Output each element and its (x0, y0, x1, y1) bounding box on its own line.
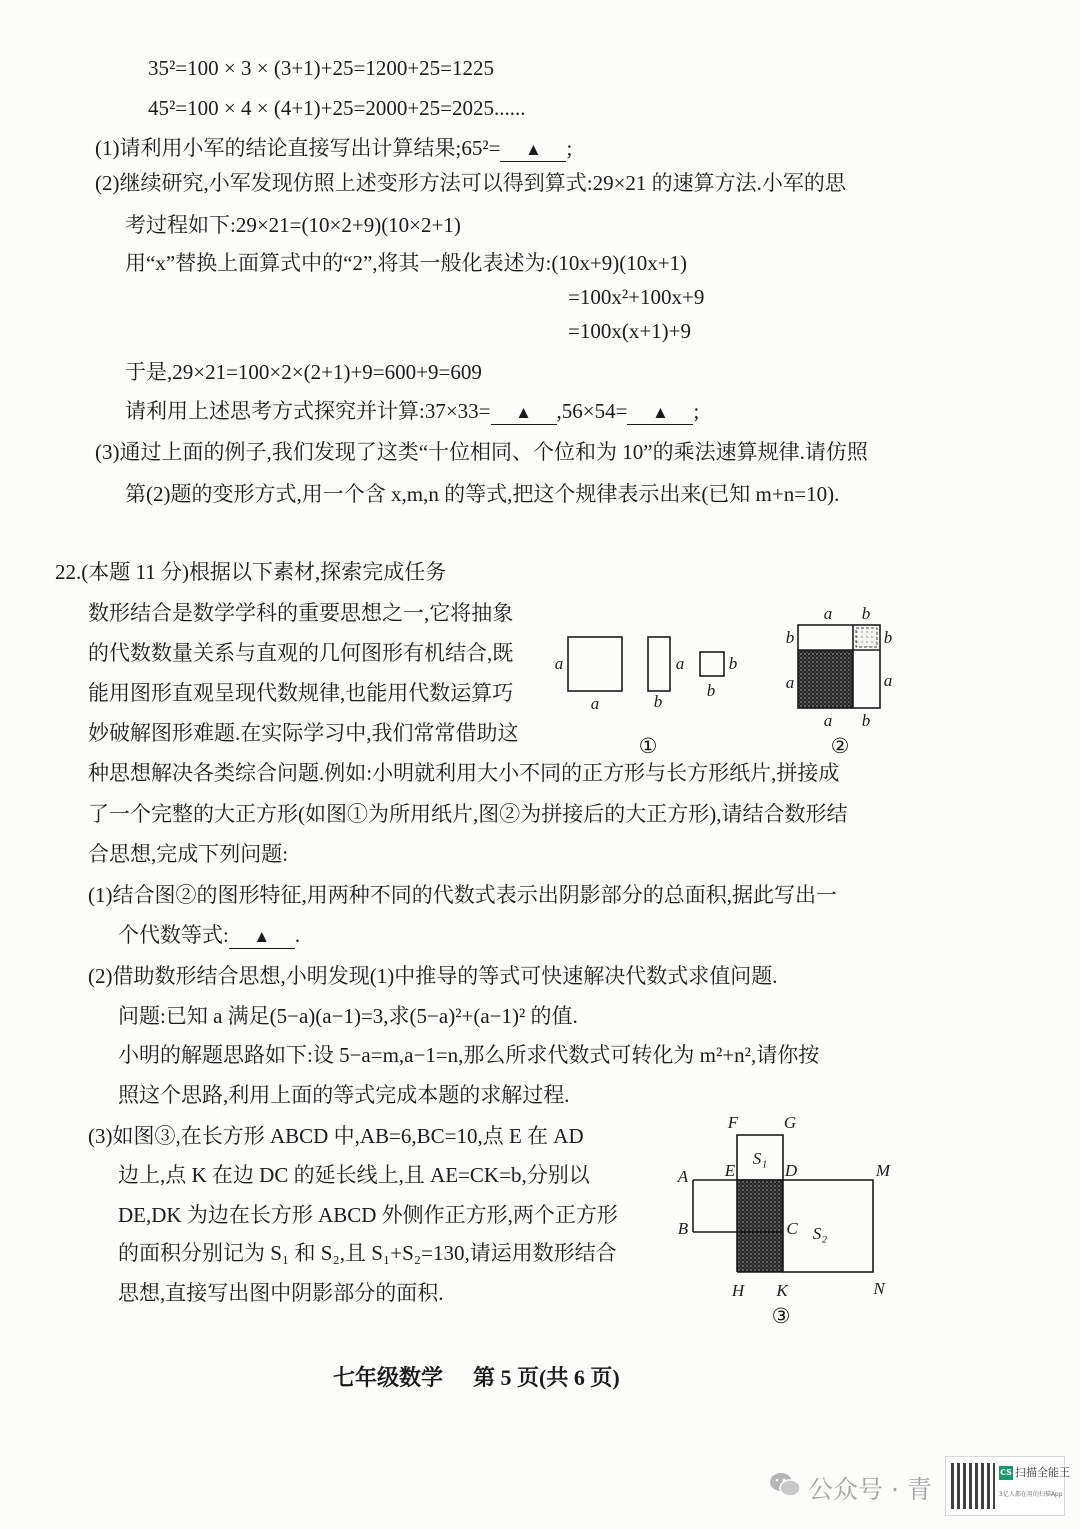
q21-part2-line7 (125, 398, 699, 425)
answer-blank: ▲ (500, 139, 566, 162)
wechat-icon (768, 1470, 802, 1500)
calc-example-35: 35²=100 × 3 × (3+1)+25=1200+25=1225 (148, 56, 495, 80)
point-label: B (677, 1219, 689, 1238)
label: a (675, 654, 685, 673)
q22-part2-line4: 照这个思路,利用上面的等式完成本题的求解过程. (118, 1083, 570, 1107)
label: b (728, 654, 738, 673)
label: a (590, 694, 600, 713)
calc-example-45: 45²=100 × 4 × (4+1)+25=2000+25=2025...... (148, 96, 526, 120)
footer-subject: 七年级数学 (333, 1365, 444, 1390)
figure-caption: ② (830, 734, 850, 758)
scanner-badge (945, 1456, 1070, 1516)
figure-caption: ① (638, 734, 658, 758)
q22-part1-line2 (118, 922, 300, 949)
q21-part2-line7-end: ; (693, 399, 700, 423)
scanner-app-name: 扫描全能王 (1015, 1466, 1070, 1479)
qr-code-icon (951, 1463, 995, 1509)
q22-intro-line: 妙破解图形难题.在实际学习中,我们常常借助这 (88, 721, 519, 745)
label: b (883, 628, 893, 647)
q22-intro-line: 合思想,完成下列问题: (88, 842, 289, 866)
q22-heading: 22.(本题 11 分)根据以下素材,探索完成任务 (55, 560, 447, 584)
figure-caption: ③ (771, 1304, 791, 1328)
q21-part2-line4: =100x²+100x+9 (568, 285, 705, 309)
figure-3-rectangle-squares (670, 1105, 900, 1330)
label: a (785, 673, 795, 692)
q22-part3-line: DE,DK 为边在长方形 ABCD 外侧作正方形,两个正方形 (118, 1203, 618, 1227)
shaded-square-b (856, 628, 877, 647)
q21-part2-line3: 用“x”替换上面算式中的“2”,将其一般化表述为:(10x+9)(10x+1) (125, 251, 688, 275)
q22-part1-line1: (1)结合图②的图形特征,用两种不同的代数式表示出阴影部分的总面积,据此写出一 (88, 883, 837, 907)
point-label: H (731, 1281, 745, 1300)
q22-intro-line: 能用图形直观呈现代数规律,也能用代数运算巧 (88, 681, 514, 705)
q22-part3-line: 边上,点 K 在边 DC 的延长线上,且 AE=CK=b,分别以 (118, 1163, 590, 1187)
q21-part3-line2: 第(2)题的变形方式,用一个含 x,m,n 的等式,把这个规律表示出来(已知 m+n=10). (125, 482, 840, 506)
big-square-a (568, 637, 622, 691)
shaded-region (737, 1180, 783, 1272)
q21-part2-line6: 于是,29×21=100×2×(2+1)+9=600+9=609 (125, 360, 482, 384)
q21-part2-line1: (2)继续研究,小军发现仿照上述变形方法可以得到算式:29×21 的速算方法.小军的思 (95, 171, 846, 195)
answer-blank: ▲ (229, 926, 295, 949)
q21-part2-line7-text: 请利用上述思考方式探究并计算:37×33= (125, 399, 491, 423)
q21-part2-line5: =100x(x+1)+9 (568, 319, 692, 343)
footer-page-number: 第 5 页(共 6 页) (473, 1365, 620, 1390)
q21-part3-line1: (3)通过上面的例子,我们发现了这类“十位相同、个位和为 10”的乘法速算规律.请仿照 (95, 440, 868, 464)
q21-part1-end: ; (566, 136, 573, 160)
area-label: S₁ (752, 1149, 768, 1168)
label: b (861, 604, 871, 623)
label: a (823, 711, 833, 730)
answer-blank: ▲ (627, 402, 693, 425)
label: b (706, 681, 716, 700)
label: a (554, 654, 564, 673)
q22-intro-line: 数形结合是数学学科的重要思想之一,它将抽象 (88, 601, 514, 625)
q22-intro-line: 的代数数量关系与直观的几何图形有机结合,既 (88, 641, 514, 665)
answer-blank: ▲ (491, 402, 557, 425)
q21-part2-line2: 考过程如下:29×21=(10×2+9)(10×2+1) (125, 213, 461, 237)
label: b (861, 711, 871, 730)
point-label: K (776, 1281, 788, 1300)
label: b (653, 692, 663, 711)
figure-1-paper-pieces (550, 625, 750, 758)
point-label: F (727, 1113, 739, 1132)
q22-part1-line2-text: 个代数等式: (118, 923, 229, 947)
point-label: M (875, 1161, 891, 1180)
point-label: A (677, 1167, 689, 1186)
q22-intro-line: 了一个完整的大正方形(如图①为所用纸片,图②为拼接后的大正方形),请结合数形结 (88, 802, 848, 826)
q21-part2-line7-mid: ,56×54= (556, 399, 628, 423)
label: b (785, 628, 795, 647)
point-label: N (873, 1279, 885, 1298)
camscanner-logo-icon: CS (999, 1466, 1013, 1480)
q21-part1-text: (1)请利用小军的结论直接写出计算结果;65²= (95, 136, 501, 160)
q22-part2-line2: 问题:已知 a 满足(5−a)(a−1)=3,求(5−a)²+(a−1)² 的值. (118, 1004, 578, 1028)
rectangle-ab (648, 637, 670, 691)
q22-part2-line1: (2)借助数形结合思想,小明发现(1)中推导的等式可快速解决代数式求值问题. (88, 964, 778, 988)
small-square-b (700, 652, 724, 676)
area-label: S₂ (812, 1224, 828, 1243)
q22-intro-line: 种思想解决各类综合问题.例如:小明就利用大小不同的正方形与长方形纸片,拼接成 (88, 761, 840, 785)
q22-part3-line: 的面积分别记为 S₁ 和 S₂,且 S₁+S₂=130,请运用数形结合 (118, 1241, 617, 1265)
scanner-app-tagline: 3亿人都在用的扫描App (999, 1491, 1063, 1498)
label: a (823, 604, 833, 623)
point-label: C (786, 1219, 798, 1238)
point-label: E (724, 1161, 736, 1180)
figure-2-assembled-square (780, 604, 900, 758)
q22-part2-line3: 小明的解题思路如下:设 5−a=m,a−1=n,那么所求代数式可转化为 m²+n²,请你按 (118, 1043, 820, 1067)
q21-part1 (95, 135, 572, 162)
q22-part1-line2-end: . (294, 923, 301, 947)
point-label: D (784, 1161, 798, 1180)
q22-part3-line: (3)如图③,在长方形 ABCD 中,AB=6,BC=10,点 E 在 AD (88, 1124, 584, 1148)
watermark-account: 公众号 · 青 (808, 1475, 932, 1504)
point-label: G (783, 1113, 797, 1132)
label: a (883, 671, 893, 690)
shaded-square-a (798, 650, 853, 708)
q22-part3-line: 思想,直接写出图中阴影部分的面积. (118, 1281, 444, 1305)
